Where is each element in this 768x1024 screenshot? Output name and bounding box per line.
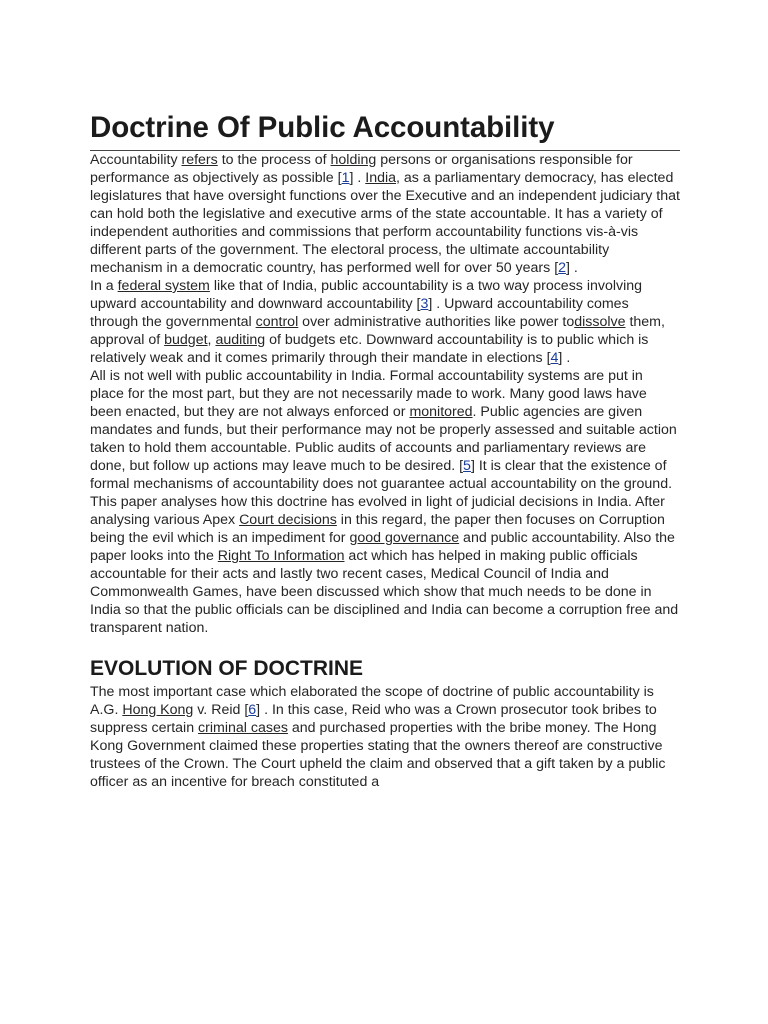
footnote-ref-4[interactable]: 4 — [550, 350, 559, 366]
paragraph-hong-kong-case: The most important case which elaborated the scope of doctrine of public accountability is A.G. Hong Kong v. Reid [6] . In this case, Reid who was a Crown prosecutor took bribes to suppress certain criminal cases and purchased properties with the bribe money. The Hong Kong Government claimed these properties stating that the owners thereof are constructive trustees of the Crown. The Court upheld the claim and observed that a gift taken by a public officer as an incentive for breach constituted a — [90, 684, 666, 790]
text-run: like that of India, public accountability is a two way process involving upward accountability and downward accountability — [90, 278, 643, 312]
text-run: It is clear that the existence of formal mechanisms of accountability does not guarantee actual accountability on the ground. — [90, 458, 673, 492]
text-run: This paper analyses how this doctrine has evolved in light of judicial decisions in India. After analysing various Apex — [90, 494, 665, 528]
text-run: . Public agencies are given mandates and funds, but their performance may not be properly assessed and suitable action taken to hold them accountable. Public audits of accounts and parliamentary reviews are done, but follow up actions may leave much to be desired. — [90, 404, 677, 474]
section-heading: EVOLUTION OF DOCTRINE — [90, 657, 363, 680]
document-body — [90, 108, 680, 791]
text-run: . — [353, 170, 366, 186]
link-refers[interactable]: refers — [181, 152, 218, 168]
link-budget[interactable]: budget — [164, 332, 208, 348]
document-title: Doctrine Of Public Accountability — [90, 108, 680, 151]
text-run: . In this case, Reid who was a Crown prosecutor took bribes to suppress certain — [90, 702, 657, 736]
link-control[interactable]: control — [255, 314, 299, 330]
text-run: v. Reid — [193, 702, 245, 718]
paragraph-paper-analyses — [90, 493, 680, 637]
link-auditing[interactable]: auditing — [215, 332, 266, 348]
link-federal-system[interactable]: federal system — [117, 278, 210, 294]
link-good-governance[interactable]: good governance — [349, 530, 460, 546]
text-run: and purchased properties with the bribe money. The Hong Kong Government claimed these properties stating that the owners thereof are constructive trustees of the Crown. The Court upheld the claim and observed that a gift taken by a public officer as an incentive for breach constituted a — [90, 720, 666, 790]
link-monitored[interactable]: monitored — [409, 404, 473, 420]
link-holding[interactable]: holding — [330, 152, 377, 168]
text-run: act which has helped in making public officials accountable for their acts and lastly two recent cases, Medical Council of India and Commonwealth Games, have been discussed which show that much needs to be done in India so that the public officials can be disciplined and India can become a corruption free and transparent nation. — [90, 548, 679, 636]
link-hong-kong[interactable]: Hong Kong — [122, 702, 194, 718]
paragraph-federal-system: In a federal system like that of India, public accountability is a two way process involving upward accountability and downward accountability [3] . Upward accountability comes through the governmental control over administrative authorities like power todissolve them, approval of budget, auditing of budgets etc. Downward accountability is to public which is relatively weak and it comes primarily through their mandate in elections [4] . — [90, 278, 665, 366]
text-run: of budgets etc. Downward accountability is to public which is relatively weak and it comes primarily through their mandate in elections — [90, 332, 649, 366]
link-dissolve[interactable]: dissolve — [574, 314, 626, 330]
text-run: . — [562, 350, 571, 366]
paragraph-not-well: All is not well with public accountability in India. Formal accountability systems are put in place for the most part, but they are not necessarily made to work. Many good laws have been enacted, but they are not always enforced or monitored. Public agencies are given mandates and funds, but their performance may not be properly assessed and suitable action taken to hold them accountable. Public audits of accounts and parliamentary reviews are done, but follow up actions may leave much to be desired. [5] It is clear that the existence of formal mechanisms of accountability does not guarantee actual accountability on the ground. — [90, 368, 677, 492]
text-run: them, approval of — [90, 314, 665, 348]
text-run: All is not well with public accountability in India. Formal accountability systems are put in place for the most part, but they are not necessarily made to work. Many good laws have been enacted, but they are not always enforced or — [90, 368, 647, 420]
link-right-to-information[interactable]: Right To Information — [217, 548, 345, 564]
link-court-decisions[interactable]: Court decisions — [239, 512, 337, 528]
text-run: . — [569, 260, 578, 276]
text-run: The most important case which elaborated the scope of doctrine of public accountability is A.G. — [90, 684, 654, 718]
text-run: persons or organisations responsible for performance as objectively as possible — [90, 152, 633, 186]
text-run: Accountability — [90, 152, 182, 168]
text-run: . Upward accountability comes through the governmental — [90, 296, 629, 330]
footnote-ref-2[interactable]: 2 — [558, 260, 567, 276]
footnote-ref-1[interactable]: 1 — [341, 170, 350, 186]
text-run: In a — [90, 278, 118, 294]
link-india[interactable]: India — [365, 170, 397, 186]
link-criminal-cases[interactable]: criminal cases — [198, 720, 288, 736]
text-run: in this regard, the paper then focuses on Corruption being the evil which is an impediment for — [90, 512, 665, 546]
text-run: over administrative authorities like power to — [298, 314, 575, 330]
text-run: , as a parliamentary democracy, has elected legislatures that have oversight functions over the Executive and an independent judiciary that can hold both the legislative and executive arms of the state accountable. It has a variety of independent authorities and commissions that perform accountability functions vis-à-vis different parts of the government. The electoral process, the ultimate accountability mechanism in a democratic country, has performed well for over 50 years — [90, 170, 680, 276]
text-run: and public accountability. Also the paper looks into the — [90, 530, 675, 564]
text-run: to the process of — [217, 152, 331, 168]
footnote-ref-6[interactable]: 6 — [248, 702, 257, 718]
text-run: , — [207, 332, 216, 348]
paragraph-intro: Accountability refers to the process of holding persons or organisations responsible for performance as objectively as possible [1] . India, as a parliamentary democracy, has elected legislatures that have oversight functions over the Executive and an independent judiciary that can hold both the legislative and executive arms of the state accountable. It has a variety of independent authorities and commissions that perform accountability functions vis-à-vis different parts of the government. The electoral process, the ultimate accountability mechanism in a democratic country, has performed well for over 50 years [2] . — [90, 152, 680, 276]
footnote-ref-3[interactable]: 3 — [420, 296, 429, 312]
footnote-ref-5[interactable]: 5 — [463, 458, 471, 474]
